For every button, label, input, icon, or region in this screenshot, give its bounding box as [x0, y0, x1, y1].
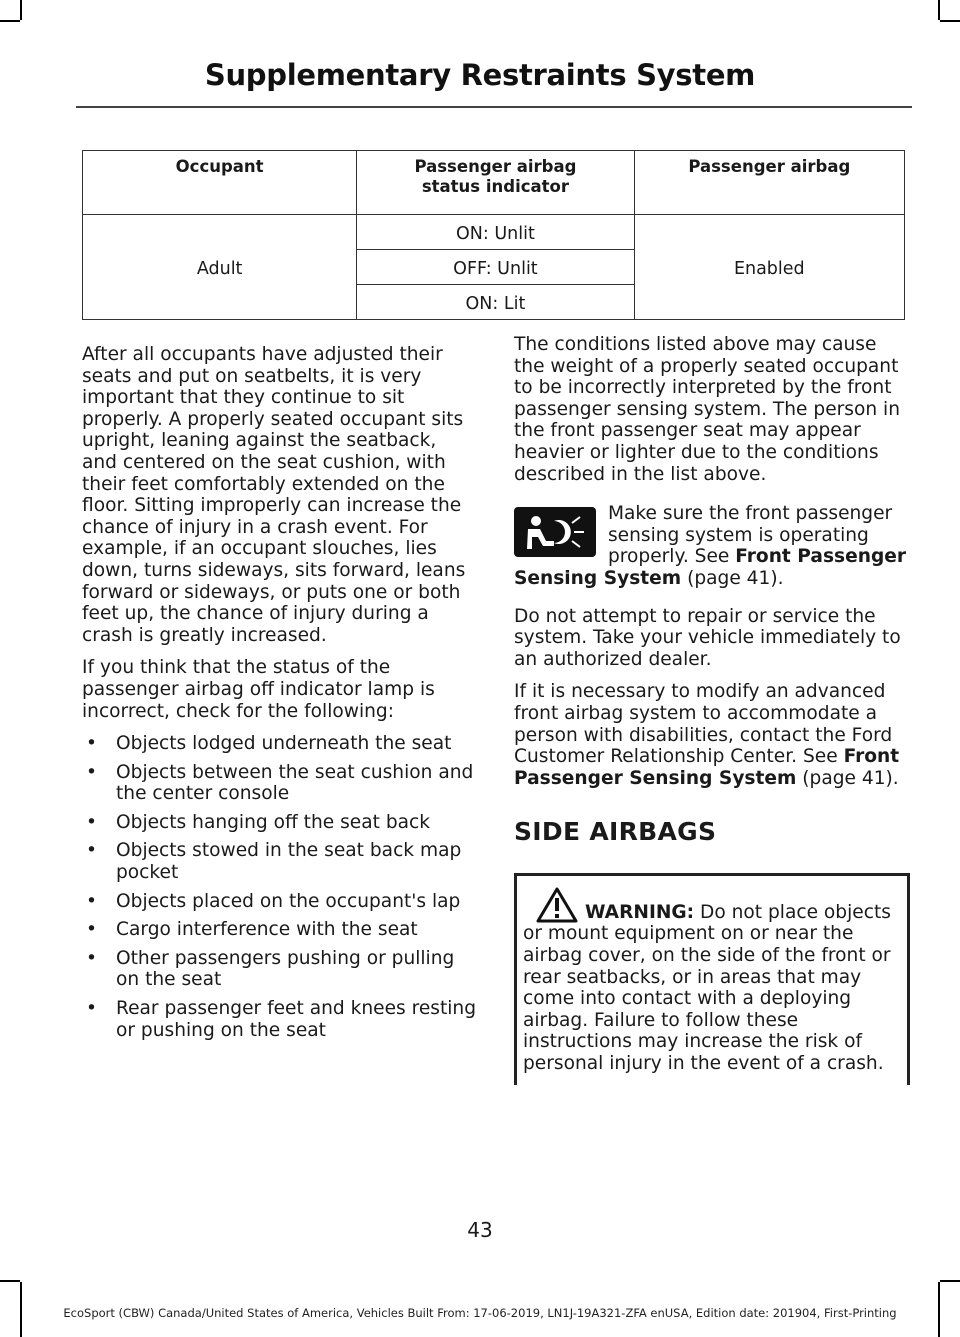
- bullet-icon: •: [86, 733, 97, 755]
- warning-body: Do not place objects or mount equipment on or near the airbag cover, on the side of the front or rear seatbacks, or in areas that may come into contact with a deploying airbag. Failure to follow these instructions may increase the risk of personal injury in the event of a crash.: [523, 901, 891, 1075]
- cross-reference-link[interactable]: Front Passenger Sensing System: [514, 746, 900, 789]
- list-item-text: Objects lodged underneath the seat: [116, 733, 452, 755]
- paragraph: The conditions listed above may cause the weight of a properly seated occupant to be incorrectly interpreted by the front passenger sensing system. The person in the front passenger seat may appear heavier or lighter due to the conditions described in the list above.: [514, 334, 900, 485]
- crop-mark: [940, 1280, 960, 1282]
- list-item-text: Rear passenger feet and knees resting or pushing on the seat: [116, 998, 477, 1041]
- icon-paragraph-text: Make sure the front passenger sensing system is operating properly. See: [608, 503, 893, 568]
- page-title: Supplementary Restraints System: [204, 58, 756, 92]
- left-column: [82, 344, 477, 1048]
- paragraph: [514, 681, 909, 789]
- right-column: [514, 334, 909, 1085]
- cell-status: OFF: Unlit: [357, 250, 634, 285]
- list-item-text: Cargo interference with the seat: [116, 919, 418, 941]
- crop-mark: [940, 20, 960, 22]
- list-item: [82, 891, 477, 913]
- cell-status: ON: Unlit: [357, 215, 634, 250]
- bullet-icon: •: [86, 761, 97, 783]
- page-reference: (page 41).: [796, 767, 899, 789]
- crop-mark: [20, 0, 22, 20]
- cell-airbag-value: Enabled: [733, 259, 805, 279]
- crop-mark: [0, 1280, 20, 1282]
- paragraph-with-icon: [514, 503, 909, 589]
- warning-triangle-icon-graphic: [535, 886, 579, 924]
- footer-text: EcoSport (CBW) Canada/United States of America, Vehicles Built From: 17-06-2019, LN1J-19A321-ZFA enUSA, Edition date: 201904, First-Printing: [63, 1306, 897, 1320]
- list-item: [82, 998, 477, 1041]
- crop-mark: [0, 20, 20, 22]
- header-rule: [76, 106, 912, 108]
- list-item-text: Objects stowed in the seat back map pocket: [116, 840, 462, 884]
- bullet-icon: •: [86, 947, 97, 969]
- table-header-row: [83, 151, 905, 215]
- paragraph-text: If it is necessary to modify an advanced front airbag system to accommodate a person with disabilities, contact the Ford Customer Relationship Center. See: [514, 681, 893, 768]
- list-item: [82, 733, 477, 755]
- list-item: [82, 919, 477, 941]
- list-item-text: Objects between the seat cushion and the center console: [116, 761, 474, 805]
- warning-label: WARNING:: [585, 901, 695, 923]
- list-item-text: Objects hanging off the seat back: [116, 811, 431, 833]
- bullet-icon: •: [86, 919, 97, 941]
- paragraph: After all occupants have adjusted their seats and put on seatbelts, it is very important that they continue to sit properly. A properly seated occupant sits upright, leaning against the seatback, and centered on the seat cushion, with their feet comfortably extended on the floor. Sitting improperly can increase the chance of injury in a crash event. For example, if an occupant slouches, lies down, turns sideways, sits forward, leans forward or sideways, or puts one or both feet up, the chance of injury during a crash is greatly increased.: [82, 344, 466, 646]
- cell-status: ON: Lit: [357, 285, 634, 320]
- bullet-icon: •: [86, 890, 97, 912]
- list-item: [82, 762, 477, 805]
- cell-occupant: [83, 215, 357, 320]
- paragraph: If you think that the status of the passenger airbag off indicator lamp is incorrect, check for the following:: [82, 657, 435, 722]
- check-list: [82, 733, 477, 1041]
- section-heading: SIDE AIRBAGS: [514, 817, 717, 847]
- bullet-icon: •: [86, 811, 97, 833]
- list-item-text: Other passengers pushing or pulling on the seat: [116, 947, 455, 991]
- header-status-indicator: [357, 151, 634, 215]
- warning-box: [514, 873, 910, 1085]
- bullet-icon: •: [86, 998, 97, 1020]
- passenger-airbag-icon: [514, 507, 596, 557]
- passenger-airbag-icon-graphic: [514, 507, 596, 557]
- header-occupant: Occupant: [83, 151, 357, 215]
- page-number: 43: [467, 1218, 493, 1242]
- page-reference: (page 41).: [681, 567, 784, 589]
- table-row: [83, 215, 905, 250]
- list-item: [82, 812, 477, 834]
- bullet-icon: •: [86, 840, 97, 862]
- header-status-indicator-label: Passenger airbag status indicator: [414, 157, 577, 196]
- paragraph: Do not attempt to repair or service the system. Take your vehicle immediately to an authorized dealer.: [514, 605, 901, 670]
- warning-triangle-icon: [535, 886, 579, 930]
- airbag-status-table: [82, 150, 905, 320]
- list-item-text: Objects placed on the occupant's lap: [116, 890, 461, 912]
- list-item: [82, 840, 477, 883]
- cross-reference-link[interactable]: Front Passenger Sensing System: [514, 546, 907, 589]
- cell-occupant-value: Adult: [196, 259, 243, 279]
- cell-airbag: [634, 215, 904, 320]
- header-passenger-airbag: Passenger airbag: [634, 151, 904, 215]
- crop-mark: [938, 0, 940, 20]
- list-item: [82, 948, 477, 991]
